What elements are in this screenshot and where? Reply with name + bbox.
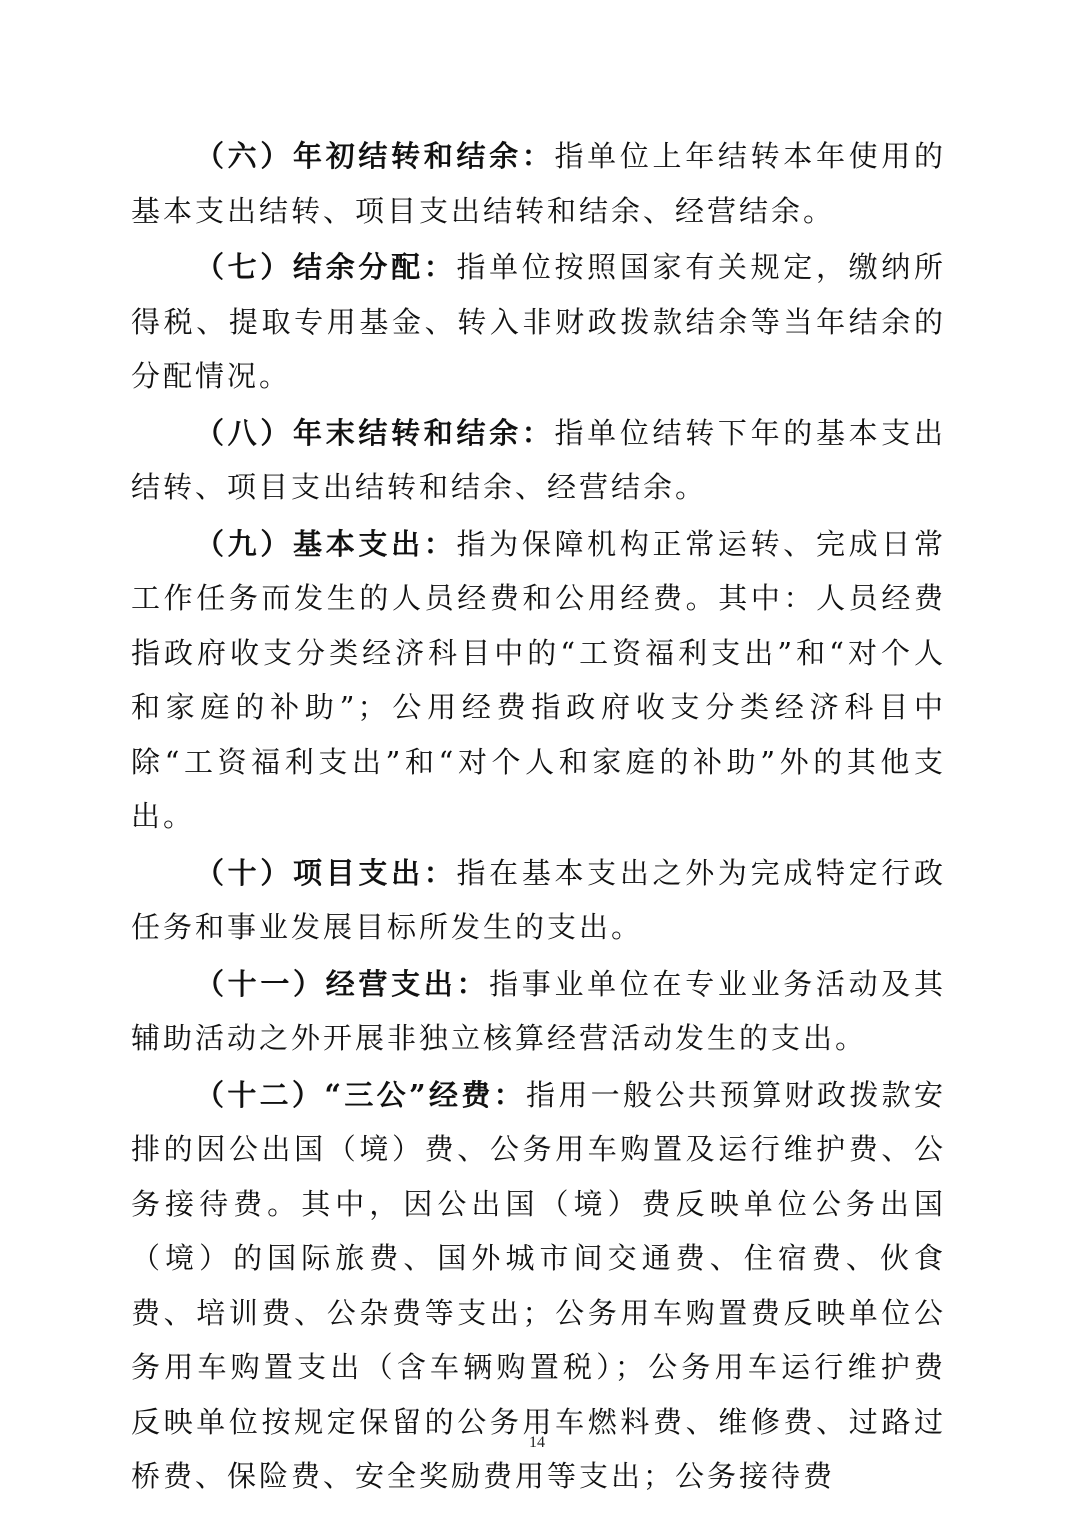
paragraph-7 bbox=[131, 240, 946, 404]
paragraph-text: 指在基本支出之外为完成特定行政任务和事业发展目标所发生的支出。 bbox=[131, 855, 946, 944]
term-heading: （六）年初结转和结余： bbox=[195, 139, 555, 173]
term-heading: （九）基本支出： bbox=[195, 526, 457, 561]
paragraph-text: 指用一般公共预算财政拨款安排的因公出国（境）费、公务用车购置及运行维护费、公务接待费。其中，因公出国（境）费反映单位公务出国（境）的国际旅费、国外城市间交通费、住宿费、伙食费、培训费、公杂费等支出；公务用车购置费反映单位公务用车购置支出（含车辆购置税）；公务用车运行维护费反映单位按规定保留的公务用车燃料费、维修费、过路过桥费、保险费、安全奖励费用等支出；公务接待费 bbox=[131, 1077, 946, 1493]
page-number: 14 bbox=[529, 1434, 545, 1451]
document-body bbox=[131, 129, 946, 1506]
paragraph-text: 指单位结转下年的基本支出结转、项目支出结转和结余、经营结余。 bbox=[131, 415, 946, 504]
paragraph-text: 指单位上年结转本年使用的基本支出结转、项目支出结转和结余、经营结余。 bbox=[131, 139, 946, 228]
paragraph-10 bbox=[131, 846, 946, 955]
paragraph-8 bbox=[131, 406, 946, 515]
term-heading: （七）结余分配： bbox=[195, 250, 457, 284]
term-heading: （八）年末结转和结余： bbox=[195, 415, 555, 450]
paragraph-text: 指事业单位在专业业务活动及其辅助活动之外开展非独立核算经营活动发生的支出。 bbox=[131, 966, 946, 1055]
paragraph-text: 指为保障机构正常运转、完成日常工作任务而发生的人员经费和公用经费。其中：人员经费指政府收支分类经济科目中的“工资福利支出”和“对个人和家庭的补助”；公用经费指政府收支分类经济科目中除“工资福利支出”和“对个人和家庭的补助”外的其他支出。 bbox=[131, 526, 946, 833]
term-heading: （十二）“三公”经费： bbox=[195, 1077, 527, 1112]
paragraph-6 bbox=[131, 129, 946, 238]
term-heading: （十一）经营支出： bbox=[195, 966, 490, 1001]
term-heading: （十）项目支出： bbox=[195, 855, 457, 890]
paragraph-9 bbox=[131, 517, 946, 844]
paragraph-text: 指单位按照国家有关规定，缴纳所得税、提取专用基金、转入非财政拨款结余等当年结余的分配情况。 bbox=[131, 250, 946, 393]
paragraph-11 bbox=[131, 957, 946, 1066]
